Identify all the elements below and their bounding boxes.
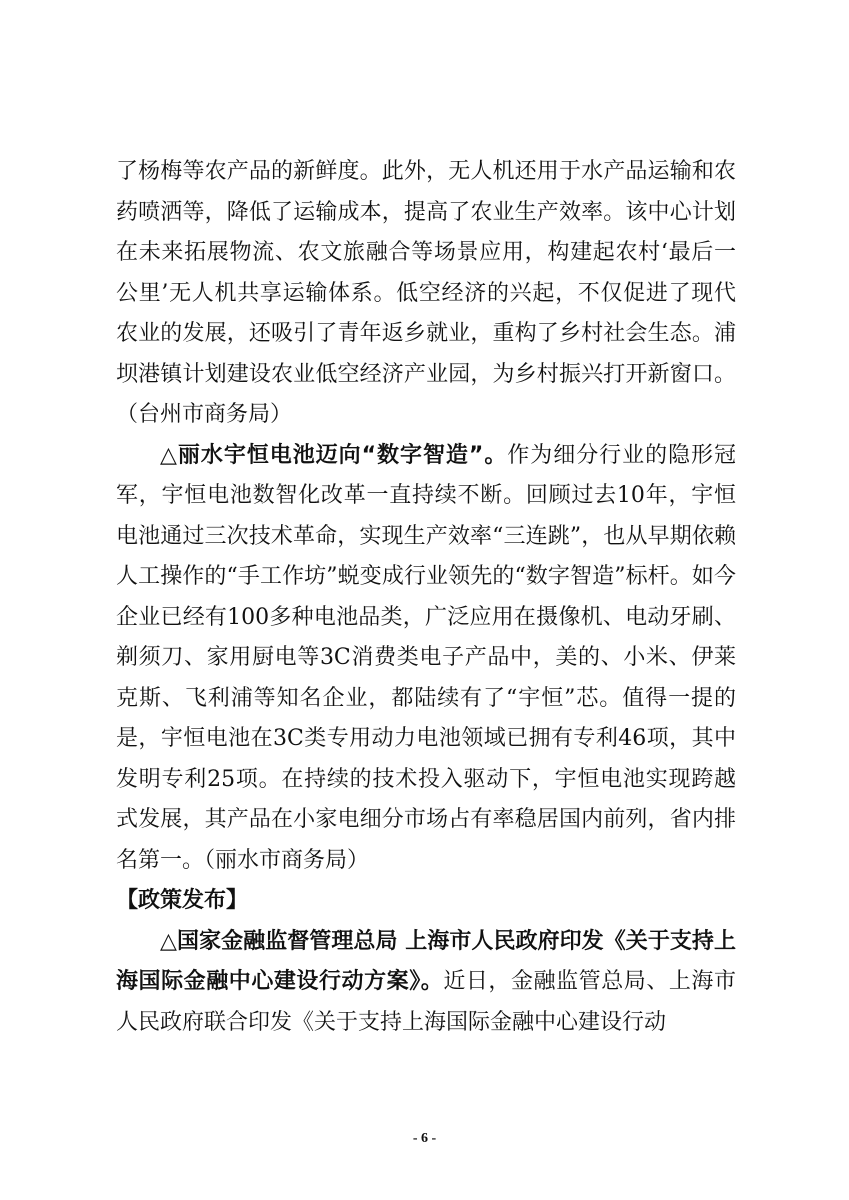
- paragraph-title: △国家金融监督管理总局 上海市人民政府印发《关于支持上海国际金融中心建设行动方案》。: [116, 928, 736, 994]
- paragraph-yuheng-battery: [116, 436, 736, 882]
- paragraph-text: 了杨梅等农产品的新鲜度。此外，无人机还用于水产品运输和农药喷洒等，降低了运输成本，提高了农业生产效率。该中心计划在未来拓展物流、农文旅融合等场景应用，构建起农村‘最后一公里’无人机共享运输体系。低空经济的兴起，不仅促进了现代农业的发展，还吸引了青年返乡就业，重构了乡村社会生态。浦坝港镇计划建设农业低空经济产业园，为乡村振兴打开新窗口。（台州市商务局）: [116, 159, 736, 427]
- section-heading-policy: 【政策发布】: [116, 888, 249, 913]
- paragraph-text: 近日，金融监管总局、上海市人民政府联合印发《关于支持上海国际金融中心建设行动: [116, 969, 736, 1035]
- paragraph-text: 作为细分行业的隐形冠军，宇恒电池数智化改革一直持续不断。回顾过去10年，宇恒电池通过三次技术革命，实现生产效率“三连跳”，也从早期依赖人工操作的“手工作坊”蜕变成行业领先的“数字智造”标杆。如今企业已经有100多种电池品类，广泛应用在摄像机、电动牙刷、剃须刀、家用厨电等3C消费类电子产品中，美的、小米、伊莱克斯、飞利浦等知名企业，都陆续有了“宇恒”芯。值得一提的是，宇恒电池在3C类专用动力电池领域已拥有专利46项，其中发明专利25项。在持续的技术投入驱动下，宇恒电池实现跨越式发展，其产品在小家电细分市场占有率稳居国内前列，省内排名第一。（丽水市商务局）: [116, 442, 736, 873]
- document-body: [116, 152, 736, 1043]
- paragraph-agriculture-drone: [116, 152, 736, 436]
- page-number: - 6 -: [412, 1131, 437, 1146]
- paragraph-shanghai-finance: [116, 922, 736, 1044]
- paragraph-title: △丽水宇恒电池迈向“数字智造”。: [160, 442, 508, 468]
